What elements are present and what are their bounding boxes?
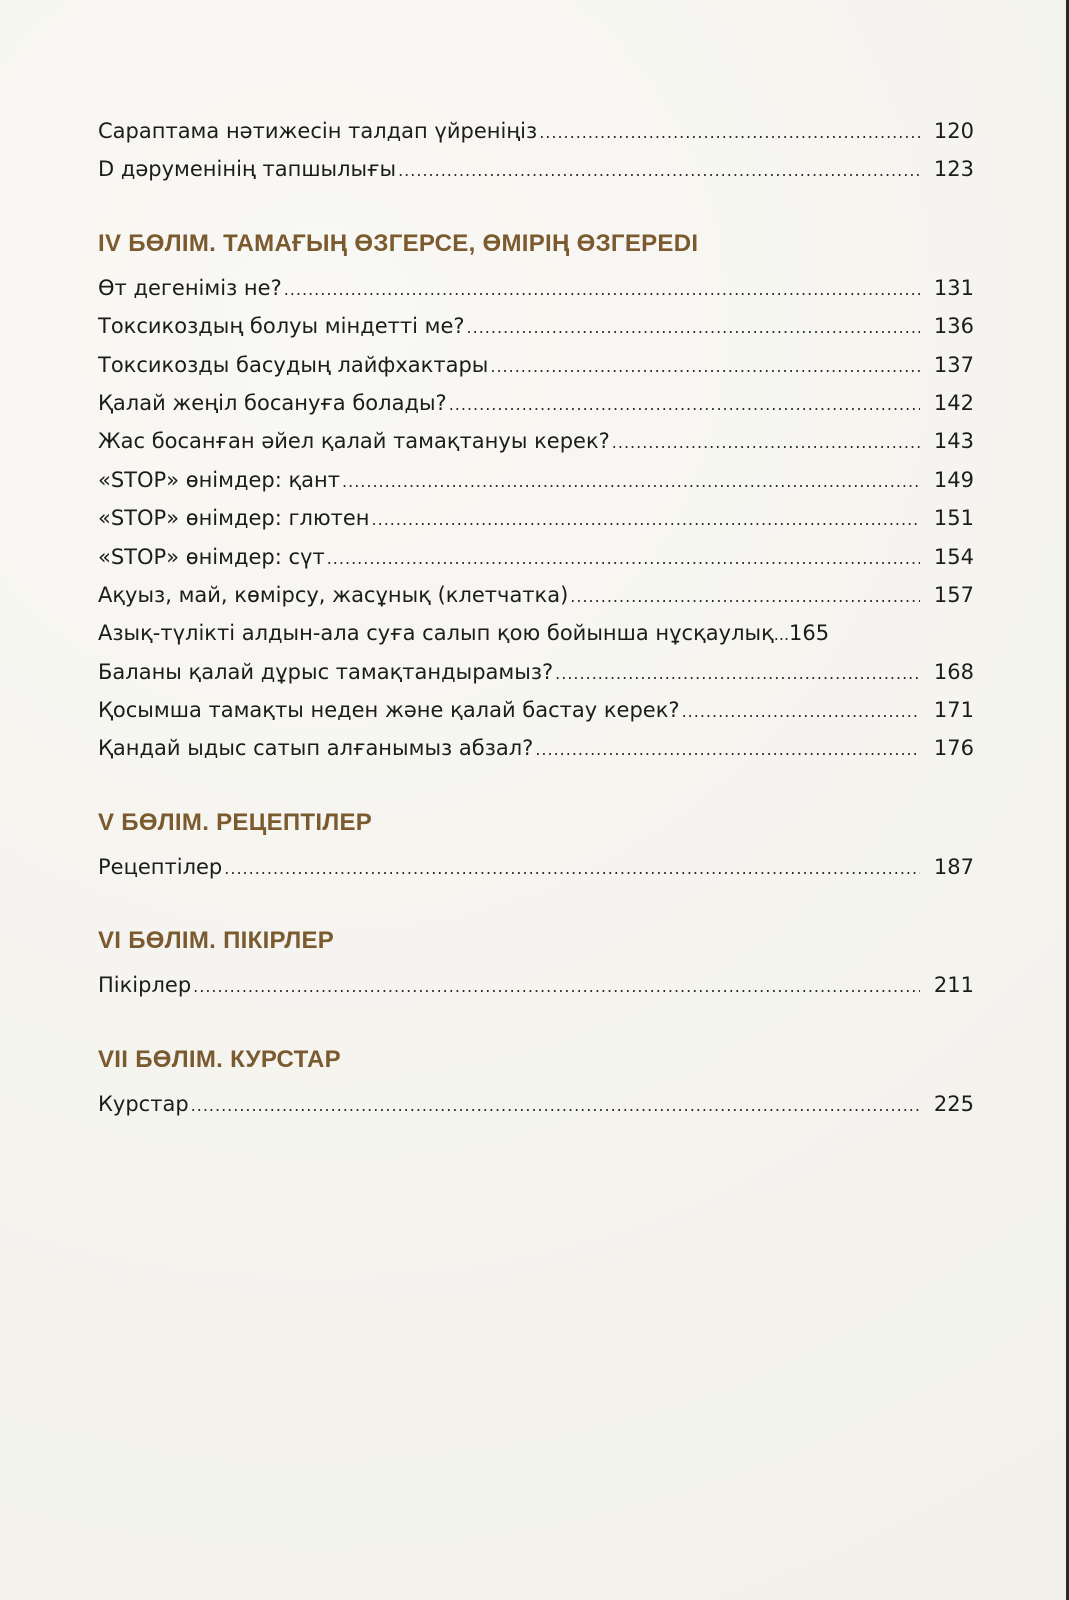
section-heading: V БӨЛІМ. РЕЦЕПТІЛЕР	[98, 808, 373, 836]
toc-entry-title: Токсикозды басудың лайфхактары	[98, 352, 489, 377]
toc-entry-title: Пікірлер	[98, 973, 192, 998]
table-of-contents	[98, 112, 974, 1161]
toc-entry-title: Қосымша тамақты неден және қалай бастау керек?	[98, 698, 680, 723]
toc-entry-page: 151	[933, 506, 974, 531]
toc-entry[interactable]	[98, 269, 974, 307]
dot-leader	[398, 152, 920, 190]
toc-entry-title: «STOP» өнімдер: қант	[98, 467, 341, 492]
dot-leader	[535, 731, 920, 769]
toc-entry-title: Курстар	[98, 1091, 189, 1116]
dot-leader	[682, 693, 920, 731]
section-heading: VI БӨЛІМ. ПІКІРЛЕР	[98, 927, 335, 955]
toc-entry-page: 154	[933, 544, 974, 569]
toc-entry-page: 143	[933, 429, 974, 454]
dot-leader	[284, 271, 920, 309]
toc-entry[interactable]	[98, 576, 974, 614]
toc-entry-title: Ақуыз, май, көмірсу, жасұнық (клетчатка)	[98, 582, 569, 607]
toc-entry-page: 225	[933, 1091, 974, 1116]
toc-group-continued	[98, 112, 974, 189]
toc-entry-page: 168	[933, 659, 974, 684]
section-heading: IV БӨЛІМ. ТАМАҒЫҢ ӨЗГЕРСЕ, ӨМІРІҢ ӨЗГЕРЕDI	[98, 229, 699, 257]
toc-entry[interactable]	[98, 346, 974, 384]
dot-leader	[193, 968, 920, 1006]
toc-entry[interactable]	[98, 848, 974, 886]
dot-leader	[327, 540, 920, 578]
toc-entry-page: 211	[933, 973, 974, 998]
toc-entry[interactable]	[98, 1085, 974, 1123]
toc-entry[interactable]	[98, 384, 974, 422]
toc-entry[interactable]	[98, 538, 974, 576]
dot-leader	[191, 1087, 920, 1125]
toc-group-section-7	[98, 1043, 974, 1123]
dot-leader	[449, 386, 920, 424]
toc-entry[interactable]	[98, 653, 974, 691]
toc-entry[interactable]	[98, 966, 974, 1004]
toc-entry-page: 165	[789, 621, 830, 646]
dot-leader	[372, 501, 920, 539]
dot-leader	[490, 348, 920, 386]
dot-leader	[612, 424, 920, 462]
dot-leader	[539, 114, 920, 152]
toc-entry[interactable]	[98, 307, 974, 345]
toc-entry-page: 136	[933, 314, 974, 339]
toc-entry-page: 120	[933, 119, 974, 143]
toc-entry-title: Сараптама нәтижесін талдап үйреніңіз	[98, 119, 538, 143]
dot-leader	[774, 616, 789, 654]
toc-entry-title: «STOP» өнімдер: глютен	[98, 506, 370, 531]
dot-leader	[555, 655, 920, 693]
toc-entry[interactable]	[98, 729, 974, 767]
toc-entry-page: 142	[933, 390, 974, 415]
toc-entry-title: Азық-түлікті алдын-ала суға салып қою бойынша нұсқаулық	[98, 621, 774, 646]
toc-group-section-6	[98, 924, 974, 1004]
toc-entry-title: Өт дегеніміз не?	[98, 275, 282, 300]
toc-entry[interactable]	[98, 150, 974, 188]
toc-group-section-5	[98, 806, 974, 886]
toc-entry-title: «STOP» өнімдер: сүт	[98, 544, 325, 569]
toc-entry-title: Рецептілер	[98, 854, 223, 879]
toc-entry[interactable]	[98, 422, 974, 460]
dot-leader	[467, 309, 920, 347]
toc-entry-page: 171	[933, 698, 974, 723]
toc-entry[interactable]	[98, 112, 974, 150]
toc-entry-title: Қалай жеңіл босануға болады?	[98, 390, 447, 415]
toc-entry-title: D дәруменінің тапшылығы	[98, 157, 397, 182]
toc-entry-page: 137	[933, 352, 974, 377]
dot-leader	[342, 463, 920, 501]
toc-entry-page: 187	[933, 854, 974, 879]
section-heading: VII БӨЛІМ. КУРСТАР	[98, 1045, 341, 1073]
toc-entry[interactable]	[98, 461, 974, 499]
toc-entry-title: Токсикоздың болуы міндетті ме?	[98, 314, 465, 339]
toc-entry[interactable]	[98, 614, 974, 652]
toc-entry-page: 149	[933, 467, 974, 492]
toc-entry-page: 123	[933, 157, 974, 182]
toc-entry[interactable]	[98, 499, 974, 537]
toc-group-section-4	[98, 227, 974, 768]
dot-leader	[570, 578, 920, 616]
toc-entry-page: 157	[933, 582, 974, 607]
toc-entry-title: Жас босанған әйел қалай тамақтануы керек?	[98, 429, 610, 454]
toc-entry[interactable]	[98, 691, 974, 729]
dot-leader	[224, 850, 920, 888]
toc-entry-page: 131	[933, 275, 974, 300]
toc-entry-title: Қандай ыдыс сатып алғанымыз абзал?	[98, 736, 534, 761]
toc-entry-page: 176	[933, 736, 974, 761]
toc-entry-title: Баланы қалай дұрыс тамақтандырамыз?	[98, 659, 554, 684]
